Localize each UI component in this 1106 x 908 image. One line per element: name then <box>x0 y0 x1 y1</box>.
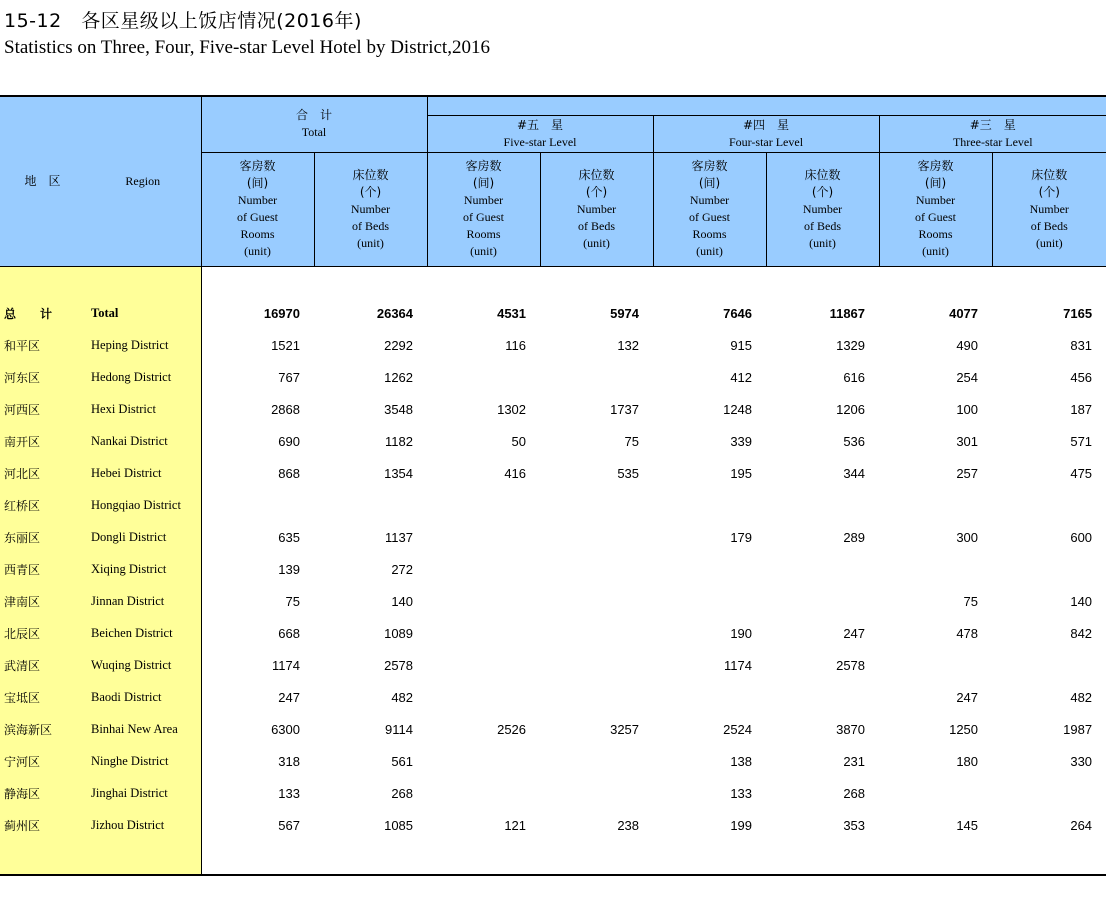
district-name-cn: 河西区 <box>0 393 85 425</box>
four-star-beds-cell <box>766 553 879 585</box>
district-name-cn: 静海区 <box>0 777 85 809</box>
total-beds-cell: 140 <box>391 593 414 609</box>
district-name-cn: 滨海新区 <box>0 713 85 745</box>
total-beds-cell: 1354 <box>384 465 414 481</box>
total-beds-cell: 9114 <box>385 721 414 737</box>
three-star-beds-cell: 330 <box>1070 753 1093 769</box>
total-beds-cell: 482 <box>391 689 414 705</box>
five-star-rooms-cell <box>427 777 540 809</box>
three-star-beds-cell: 264 <box>1070 817 1093 833</box>
district-name-cn: 东丽区 <box>0 521 85 553</box>
three-star-beds-cell: 7165 <box>1063 305 1093 321</box>
total-rooms-cell: 635 <box>278 529 300 545</box>
total-beds-cell: 2292 <box>384 337 414 353</box>
four-star-beds-cell: 3870 <box>836 721 866 737</box>
three-star-rooms-cell: 180 <box>956 753 979 769</box>
three-star-beds-header: 床位数 (个) Number of Beds (unit) <box>992 152 1106 266</box>
total-beds-cell: 1085 <box>384 817 414 833</box>
total-rooms-cell: 1174 <box>272 657 300 673</box>
district-name-cn: 蓟州区 <box>0 809 85 841</box>
five-star-beds-cell <box>540 777 653 809</box>
district-name-cn: 宝坻区 <box>0 681 85 713</box>
table-row <box>0 393 1106 425</box>
table-row <box>0 617 1106 649</box>
five-star-rooms-cell: 2526 <box>497 721 527 737</box>
five-star-rooms-cell <box>427 745 540 777</box>
district-name-cn: 河北区 <box>0 457 85 489</box>
four-star-rooms-cell: 915 <box>730 337 753 353</box>
five-star-rooms-header: 客房数 (间) Number of Guest Rooms (unit) <box>427 152 540 266</box>
five-star-beds-cell <box>540 745 653 777</box>
three-star-beds-cell <box>992 777 1106 809</box>
district-name-cn: 西青区 <box>0 553 85 585</box>
table-row <box>0 585 1106 617</box>
table-row <box>0 329 1106 361</box>
total-beds-cell: 26364 <box>376 305 414 321</box>
four-star-rooms-header: 客房数 (间) Number of Guest Rooms (unit) <box>653 152 766 266</box>
four-star-beds-cell <box>766 585 879 617</box>
total-beds-cell: 1182 <box>385 433 414 449</box>
four-star-rooms-cell <box>653 489 766 521</box>
four-star-rooms-cell <box>653 585 766 617</box>
three-star-rooms-cell: 301 <box>956 433 979 449</box>
three-star-rooms-cell: 257 <box>956 465 979 481</box>
five-star-rooms-cell: 4531 <box>497 305 527 321</box>
total-rooms-header: 客房数 (间) Number of Guest Rooms (unit) <box>201 152 314 266</box>
district-name-en: Binhai New Area <box>85 713 201 745</box>
table-row <box>0 425 1106 457</box>
district-name-cn: 南开区 <box>0 425 85 457</box>
three-star-rooms-cell: 254 <box>956 369 979 385</box>
table-row <box>0 713 1106 745</box>
three-star-beds-cell: 842 <box>1070 625 1093 641</box>
five-star-rooms-cell: 116 <box>505 337 527 353</box>
five-star-rooms-cell: 50 <box>511 433 527 449</box>
filler-row <box>0 841 1106 875</box>
three-star-beds-cell: 482 <box>1070 689 1093 705</box>
five-star-beds-cell <box>540 617 653 649</box>
district-name-en: Heping District <box>85 329 201 361</box>
total-rooms-cell: 2868 <box>271 401 300 417</box>
four-star-rooms-cell: 1248 <box>723 401 753 417</box>
five-star-beds-cell: 1737 <box>610 401 640 417</box>
four-star-beds-cell: 268 <box>843 785 866 801</box>
four-star-beds-cell <box>766 489 879 521</box>
five-star-rooms-cell <box>427 553 540 585</box>
five-star-beds-cell <box>540 489 653 521</box>
district-name-cn: 河东区 <box>0 361 85 393</box>
four-star-rooms-cell: 339 <box>730 433 753 449</box>
three-star-rooms-cell: 75 <box>963 593 979 609</box>
four-star-rooms-cell: 195 <box>730 465 753 481</box>
table-row <box>0 361 1106 393</box>
five-star-rooms-cell <box>427 521 540 553</box>
four-star-beds-cell: 353 <box>843 817 866 833</box>
total-group-header: 合 计 Total <box>201 97 427 152</box>
four-star-beds-cell: 289 <box>843 529 866 545</box>
four-star-beds-cell: 1329 <box>836 337 866 353</box>
three-star-beds-cell: 571 <box>1070 433 1093 449</box>
five-star-rooms-cell: 1302 <box>497 401 527 417</box>
total-rooms-cell: 868 <box>278 465 300 481</box>
district-name-en: Jinghai District <box>85 777 201 809</box>
total-beds-header: 床位数 (个) Number of Beds (unit) <box>314 152 427 266</box>
three-star-beds-cell: 187 <box>1070 401 1093 417</box>
total-beds-cell: 1262 <box>384 369 414 385</box>
three-star-rooms-cell <box>879 649 992 681</box>
five-star-beds-cell: 132 <box>617 337 640 353</box>
five-star-beds-cell: 238 <box>617 817 640 833</box>
three-star-rooms-cell: 490 <box>956 337 979 353</box>
total-beds-cell: 1137 <box>385 529 414 545</box>
district-name-en: Beichen District <box>85 617 201 649</box>
four-star-beds-cell: 247 <box>843 625 866 641</box>
total-rooms-cell: 16970 <box>263 305 300 321</box>
four-star-beds-cell: 2578 <box>836 657 866 673</box>
three-star-beds-cell: 1987 <box>1063 721 1093 737</box>
total-rooms-cell: 247 <box>278 689 300 705</box>
three-star-beds-cell <box>992 649 1106 681</box>
five-star-group-header: #五 星 Five-star Level <box>427 115 653 152</box>
district-name-en: Total <box>85 297 201 329</box>
total-beds-cell <box>314 489 427 521</box>
table-title-cn: 15-12 各区星级以上饭店情况(2016年) <box>4 10 362 32</box>
district-name-cn: 红桥区 <box>0 489 85 521</box>
total-beds-cell: 561 <box>391 753 414 769</box>
four-star-beds-cell: 616 <box>843 369 866 385</box>
four-star-group-header: #四 星 Four-star Level <box>653 115 879 152</box>
five-star-beds-cell: 5974 <box>610 305 640 321</box>
region-header-en: Region <box>85 97 201 266</box>
five-star-rooms-cell <box>427 681 540 713</box>
three-star-beds-cell: 456 <box>1070 369 1093 385</box>
total-rooms-cell: 318 <box>278 753 300 769</box>
three-star-rooms-cell <box>879 489 992 521</box>
total-beds-cell: 272 <box>391 561 414 577</box>
four-star-rooms-cell: 7646 <box>723 305 753 321</box>
four-star-rooms-cell: 133 <box>730 785 753 801</box>
four-star-rooms-cell: 190 <box>730 625 753 641</box>
five-star-beds-cell <box>540 361 653 393</box>
total-rooms-cell: 75 <box>285 593 300 609</box>
district-name-en: Wuqing District <box>85 649 201 681</box>
three-star-rooms-cell: 478 <box>956 625 979 641</box>
three-star-rooms-cell: 145 <box>956 817 979 833</box>
four-star-rooms-cell <box>653 553 766 585</box>
district-header-cn: 地 区 <box>0 97 85 266</box>
table-row <box>0 553 1106 585</box>
total-beds-cell: 3548 <box>384 401 414 417</box>
total-beds-cell: 2578 <box>384 657 414 673</box>
district-name-en: Dongli District <box>85 521 201 553</box>
table-row <box>0 521 1106 553</box>
five-star-beds-header: 床位数 (个) Number of Beds (unit) <box>540 152 653 266</box>
total-row <box>0 297 1106 329</box>
three-star-rooms-cell: 4077 <box>949 305 979 321</box>
five-star-rooms-cell: 416 <box>504 465 527 481</box>
five-star-rooms-cell <box>427 489 540 521</box>
total-beds-cell: 1089 <box>384 625 414 641</box>
four-star-rooms-cell: 138 <box>730 753 753 769</box>
total-rooms-cell: 1521 <box>271 337 300 353</box>
five-star-beds-cell <box>540 681 653 713</box>
three-star-rooms-cell: 1250 <box>949 721 979 737</box>
table-body <box>0 266 1106 875</box>
table-title-en: Statistics on Three, Four, Five-star Level Hotel by District,2016 <box>4 37 490 58</box>
table-row <box>0 489 1106 521</box>
five-star-beds-cell: 75 <box>624 433 640 449</box>
total-rooms-cell: 690 <box>278 433 300 449</box>
district-name-en: Jizhou District <box>85 809 201 841</box>
total-rooms-cell: 668 <box>278 625 300 641</box>
five-star-rooms-cell: 121 <box>504 817 527 833</box>
four-star-rooms-cell: 2524 <box>723 721 753 737</box>
four-star-rooms-cell: 1174 <box>724 657 753 673</box>
hotel-statistics-table <box>0 97 1106 875</box>
three-star-beds-cell: 140 <box>1070 593 1093 609</box>
four-star-beds-cell: 231 <box>843 753 866 769</box>
three-star-beds-cell: 475 <box>1070 465 1093 481</box>
district-name-en: Hedong District <box>85 361 201 393</box>
table-row <box>0 777 1106 809</box>
four-star-beds-cell: 1206 <box>836 401 866 417</box>
five-star-beds-cell <box>540 521 653 553</box>
total-rooms-cell: 133 <box>278 785 300 801</box>
table-row <box>0 457 1106 489</box>
four-star-rooms-cell <box>653 681 766 713</box>
district-name-en: Hebei District <box>85 457 201 489</box>
district-name-en: Ninghe District <box>85 745 201 777</box>
five-star-rooms-cell <box>427 617 540 649</box>
three-star-rooms-cell: 100 <box>956 401 979 417</box>
bottom-rule <box>0 874 1106 876</box>
five-star-beds-cell <box>540 553 653 585</box>
total-rooms-cell: 567 <box>278 817 300 833</box>
three-star-beds-cell: 600 <box>1070 529 1093 545</box>
district-name-cn: 宁河区 <box>0 745 85 777</box>
star-group-spacer <box>427 97 1106 115</box>
three-star-rooms-cell: 300 <box>956 529 979 545</box>
four-star-beds-cell: 344 <box>843 465 866 481</box>
five-star-rooms-cell <box>427 585 540 617</box>
district-name-cn: 总 计 <box>0 297 85 329</box>
district-name-cn: 津南区 <box>0 585 85 617</box>
three-star-beds-cell <box>992 553 1106 585</box>
total-beds-cell: 268 <box>391 785 414 801</box>
total-rooms-cell <box>201 489 314 521</box>
five-star-beds-cell <box>540 585 653 617</box>
total-rooms-cell: 6300 <box>271 721 300 737</box>
three-star-rooms-cell: 247 <box>956 689 979 705</box>
five-star-rooms-cell <box>427 649 540 681</box>
district-name-en: Hexi District <box>85 393 201 425</box>
district-name-cn: 北辰区 <box>0 617 85 649</box>
three-star-beds-cell: 831 <box>1070 337 1093 353</box>
four-star-rooms-cell: 179 <box>730 529 753 545</box>
table-row <box>0 745 1106 777</box>
district-name-cn: 和平区 <box>0 329 85 361</box>
four-star-beds-header: 床位数 (个) Number of Beds (unit) <box>766 152 879 266</box>
four-star-beds-cell: 11867 <box>829 305 866 321</box>
district-name-en: Hongqiao District <box>85 489 201 521</box>
district-name-en: Xiqing District <box>85 553 201 585</box>
four-star-rooms-cell: 412 <box>730 369 753 385</box>
district-name-en: Jinnan District <box>85 585 201 617</box>
total-rooms-cell: 767 <box>278 369 300 385</box>
table-row <box>0 681 1106 713</box>
three-star-group-header: #三 星 Three-star Level <box>879 115 1106 152</box>
table-row <box>0 649 1106 681</box>
four-star-beds-cell: 536 <box>843 433 866 449</box>
three-star-beds-cell <box>992 489 1106 521</box>
three-star-rooms-cell <box>879 777 992 809</box>
district-name-en: Baodi District <box>85 681 201 713</box>
four-star-rooms-cell: 199 <box>730 817 753 833</box>
total-rooms-cell: 139 <box>278 561 300 577</box>
district-name-cn: 武清区 <box>0 649 85 681</box>
five-star-beds-cell: 3257 <box>610 721 640 737</box>
five-star-beds-cell <box>540 649 653 681</box>
district-name-en: Nankai District <box>85 425 201 457</box>
five-star-rooms-cell <box>427 361 540 393</box>
spacer-row <box>0 266 1106 297</box>
five-star-beds-cell: 535 <box>617 465 640 481</box>
three-star-rooms-cell <box>879 553 992 585</box>
four-star-beds-cell <box>766 681 879 713</box>
three-star-rooms-header: 客房数 (间) Number of Guest Rooms (unit) <box>879 152 992 266</box>
table-row <box>0 809 1106 841</box>
